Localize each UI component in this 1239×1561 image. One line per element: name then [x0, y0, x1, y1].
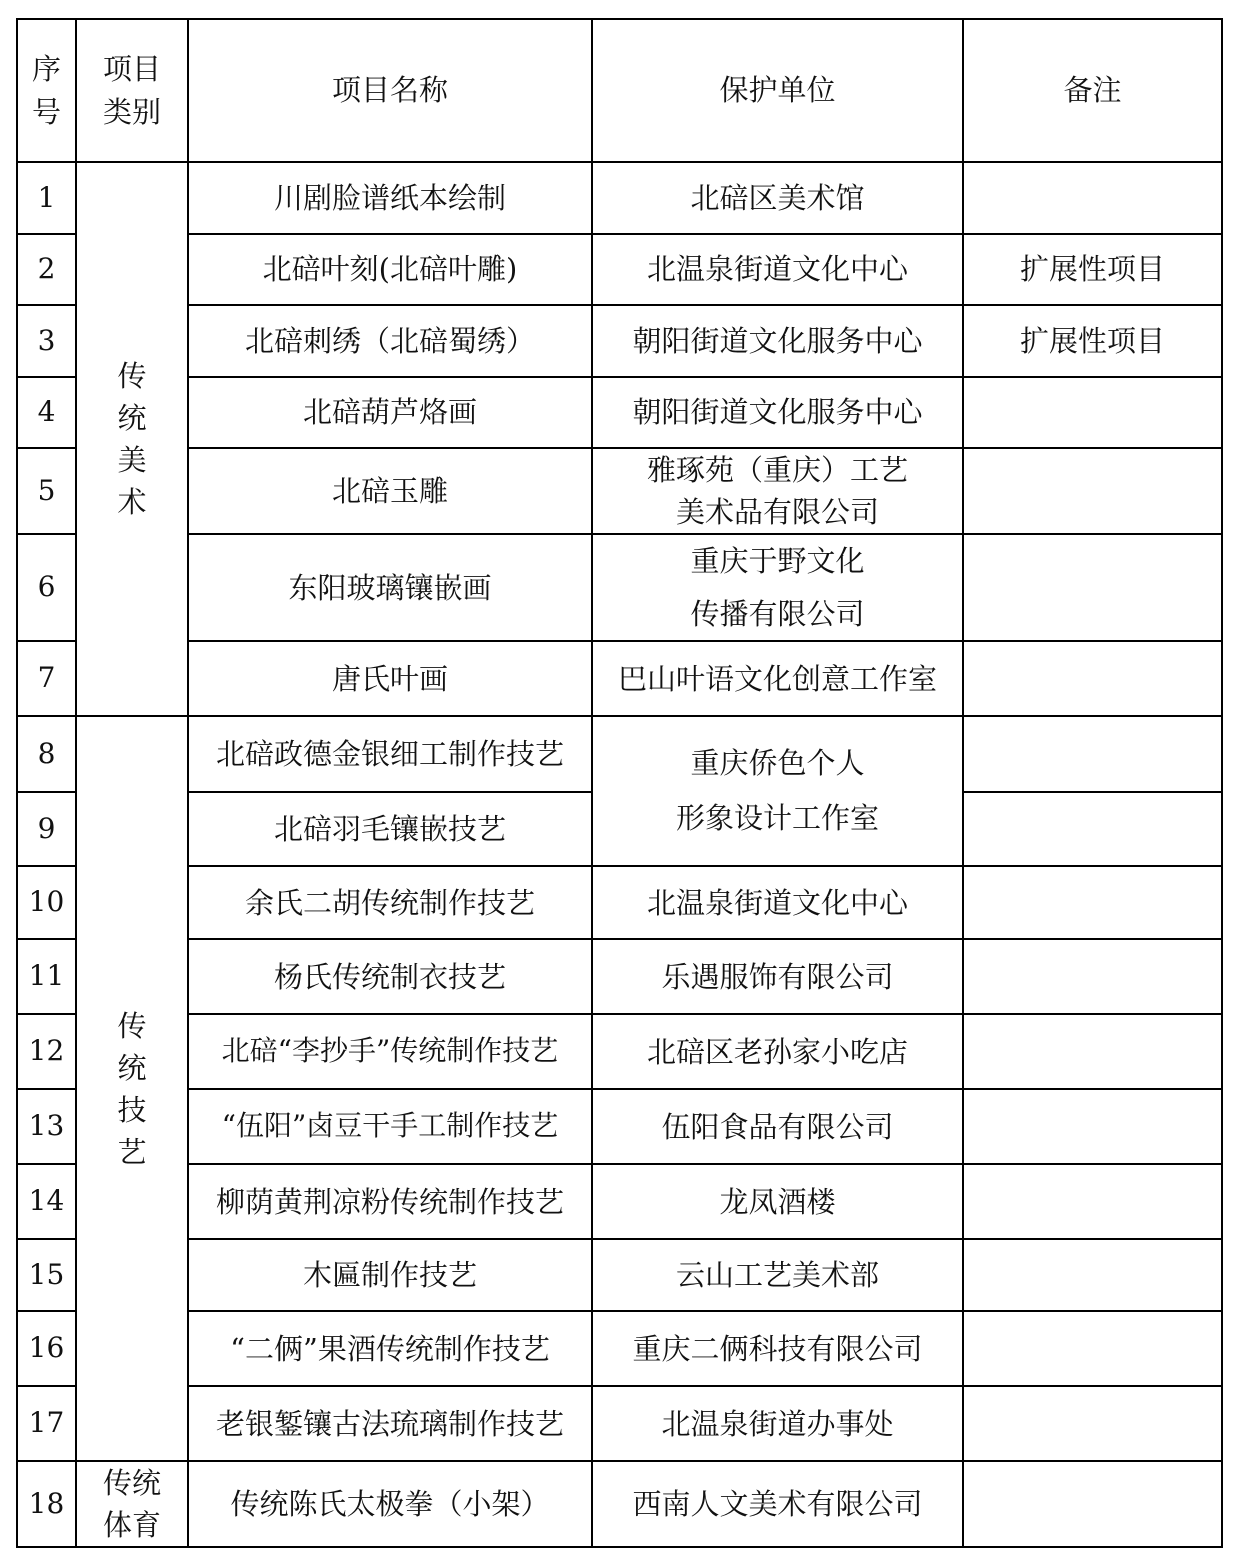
project-name: 川剧脸谱纸本绘制	[188, 162, 592, 234]
protection-unit: 朝阳街道文化服务中心	[592, 377, 963, 448]
row-number: 13	[17, 1089, 76, 1164]
header-category: 项目类别	[76, 19, 188, 162]
note	[963, 162, 1222, 234]
protection-unit: 北温泉街道文化中心	[592, 234, 963, 305]
row-number: 1	[17, 162, 76, 234]
row-number: 16	[17, 1311, 76, 1386]
row-number: 10	[17, 866, 76, 939]
protection-unit: 巴山叶语文化创意工作室	[592, 641, 963, 716]
row-number: 5	[17, 448, 76, 534]
protection-unit: 重庆于野文化 传播有限公司	[592, 534, 963, 641]
protection-unit: 伍阳食品有限公司	[592, 1089, 963, 1164]
header-row	[17, 19, 1222, 162]
protection-unit: 西南人文美术有限公司	[592, 1461, 963, 1547]
row-number: 7	[17, 641, 76, 716]
note	[963, 1461, 1222, 1547]
note	[963, 534, 1222, 641]
header-unit: 保护单位	[592, 19, 963, 162]
table-row	[17, 1089, 1222, 1164]
category-cell: 传统体育	[76, 1461, 188, 1547]
note	[963, 1089, 1222, 1164]
protection-unit: 重庆侨色个人 形象设计工作室	[592, 716, 963, 866]
project-name: 北碚刺绣（北碚蜀绣）	[188, 305, 592, 377]
header-note: 备注	[963, 19, 1222, 162]
row-number: 15	[17, 1239, 76, 1311]
protection-unit: 北温泉街道文化中心	[592, 866, 963, 939]
note	[963, 1386, 1222, 1461]
note	[963, 1239, 1222, 1311]
table-row	[17, 1386, 1222, 1461]
project-name: 木匾制作技艺	[188, 1239, 592, 1311]
table-row	[17, 1014, 1222, 1089]
table-row	[17, 866, 1222, 939]
protection-unit: 重庆二俩科技有限公司	[592, 1311, 963, 1386]
table-row	[17, 448, 1222, 534]
table-row	[17, 534, 1222, 641]
row-number: 4	[17, 377, 76, 448]
table-row	[17, 939, 1222, 1014]
protection-unit: 龙凤酒楼	[592, 1164, 963, 1239]
note	[963, 716, 1222, 792]
protection-unit: 朝阳街道文化服务中心	[592, 305, 963, 377]
header-name: 项目名称	[188, 19, 592, 162]
table-row	[17, 234, 1222, 305]
protection-unit: 乐遇服饰有限公司	[592, 939, 963, 1014]
table-row	[17, 1164, 1222, 1239]
heritage-table	[16, 18, 1223, 1548]
note	[963, 448, 1222, 534]
note: 扩展性项目	[963, 305, 1222, 377]
project-name: 柳荫黄荆凉粉传统制作技艺	[188, 1164, 592, 1239]
row-number: 6	[17, 534, 76, 641]
table-row	[17, 716, 1222, 792]
note	[963, 377, 1222, 448]
table-row	[17, 1311, 1222, 1386]
table-row	[17, 377, 1222, 448]
note	[963, 1164, 1222, 1239]
protection-unit: 北温泉街道办事处	[592, 1386, 963, 1461]
row-number: 14	[17, 1164, 76, 1239]
header-seq: 序号	[17, 19, 76, 162]
protection-unit: 雅琢苑（重庆）工艺 美术品有限公司	[592, 448, 963, 534]
protection-unit: 云山工艺美术部	[592, 1239, 963, 1311]
project-name: 北碚羽毛镶嵌技艺	[188, 792, 592, 866]
project-name: 杨氏传统制衣技艺	[188, 939, 592, 1014]
note	[963, 1014, 1222, 1089]
project-name: 唐氏叶画	[188, 641, 592, 716]
table-row	[17, 305, 1222, 377]
row-number: 8	[17, 716, 76, 792]
category-cell: 传统美术	[76, 162, 188, 716]
note	[963, 939, 1222, 1014]
note	[963, 792, 1222, 866]
row-number: 3	[17, 305, 76, 377]
note	[963, 1311, 1222, 1386]
project-name: 东阳玻璃镶嵌画	[188, 534, 592, 641]
project-name: 北碚葫芦烙画	[188, 377, 592, 448]
table-row	[17, 1239, 1222, 1311]
category-cell: 传统技艺	[76, 716, 188, 1461]
project-name: 传统陈氏太极拳（小架）	[188, 1461, 592, 1547]
protection-unit: 北碚区美术馆	[592, 162, 963, 234]
row-number: 12	[17, 1014, 76, 1089]
row-number: 9	[17, 792, 76, 866]
row-number: 18	[17, 1461, 76, 1547]
table-row	[17, 641, 1222, 716]
table-row	[17, 162, 1222, 234]
row-number: 17	[17, 1386, 76, 1461]
note	[963, 866, 1222, 939]
row-number: 2	[17, 234, 76, 305]
project-name: 余氏二胡传统制作技艺	[188, 866, 592, 939]
project-name: “伍阳”卤豆干手工制作技艺	[188, 1089, 592, 1164]
table-row	[17, 1461, 1222, 1547]
project-name: 北碚叶刻(北碚叶雕)	[188, 234, 592, 305]
row-number: 11	[17, 939, 76, 1014]
project-name: 北碚“李抄手”传统制作技艺	[188, 1014, 592, 1089]
project-name: 老银錾镶古法琉璃制作技艺	[188, 1386, 592, 1461]
protection-unit: 北碚区老孙家小吃店	[592, 1014, 963, 1089]
project-name: “二俩”果酒传统制作技艺	[188, 1311, 592, 1386]
project-name: 北碚政德金银细工制作技艺	[188, 716, 592, 792]
project-name: 北碚玉雕	[188, 448, 592, 534]
note	[963, 641, 1222, 716]
note: 扩展性项目	[963, 234, 1222, 305]
